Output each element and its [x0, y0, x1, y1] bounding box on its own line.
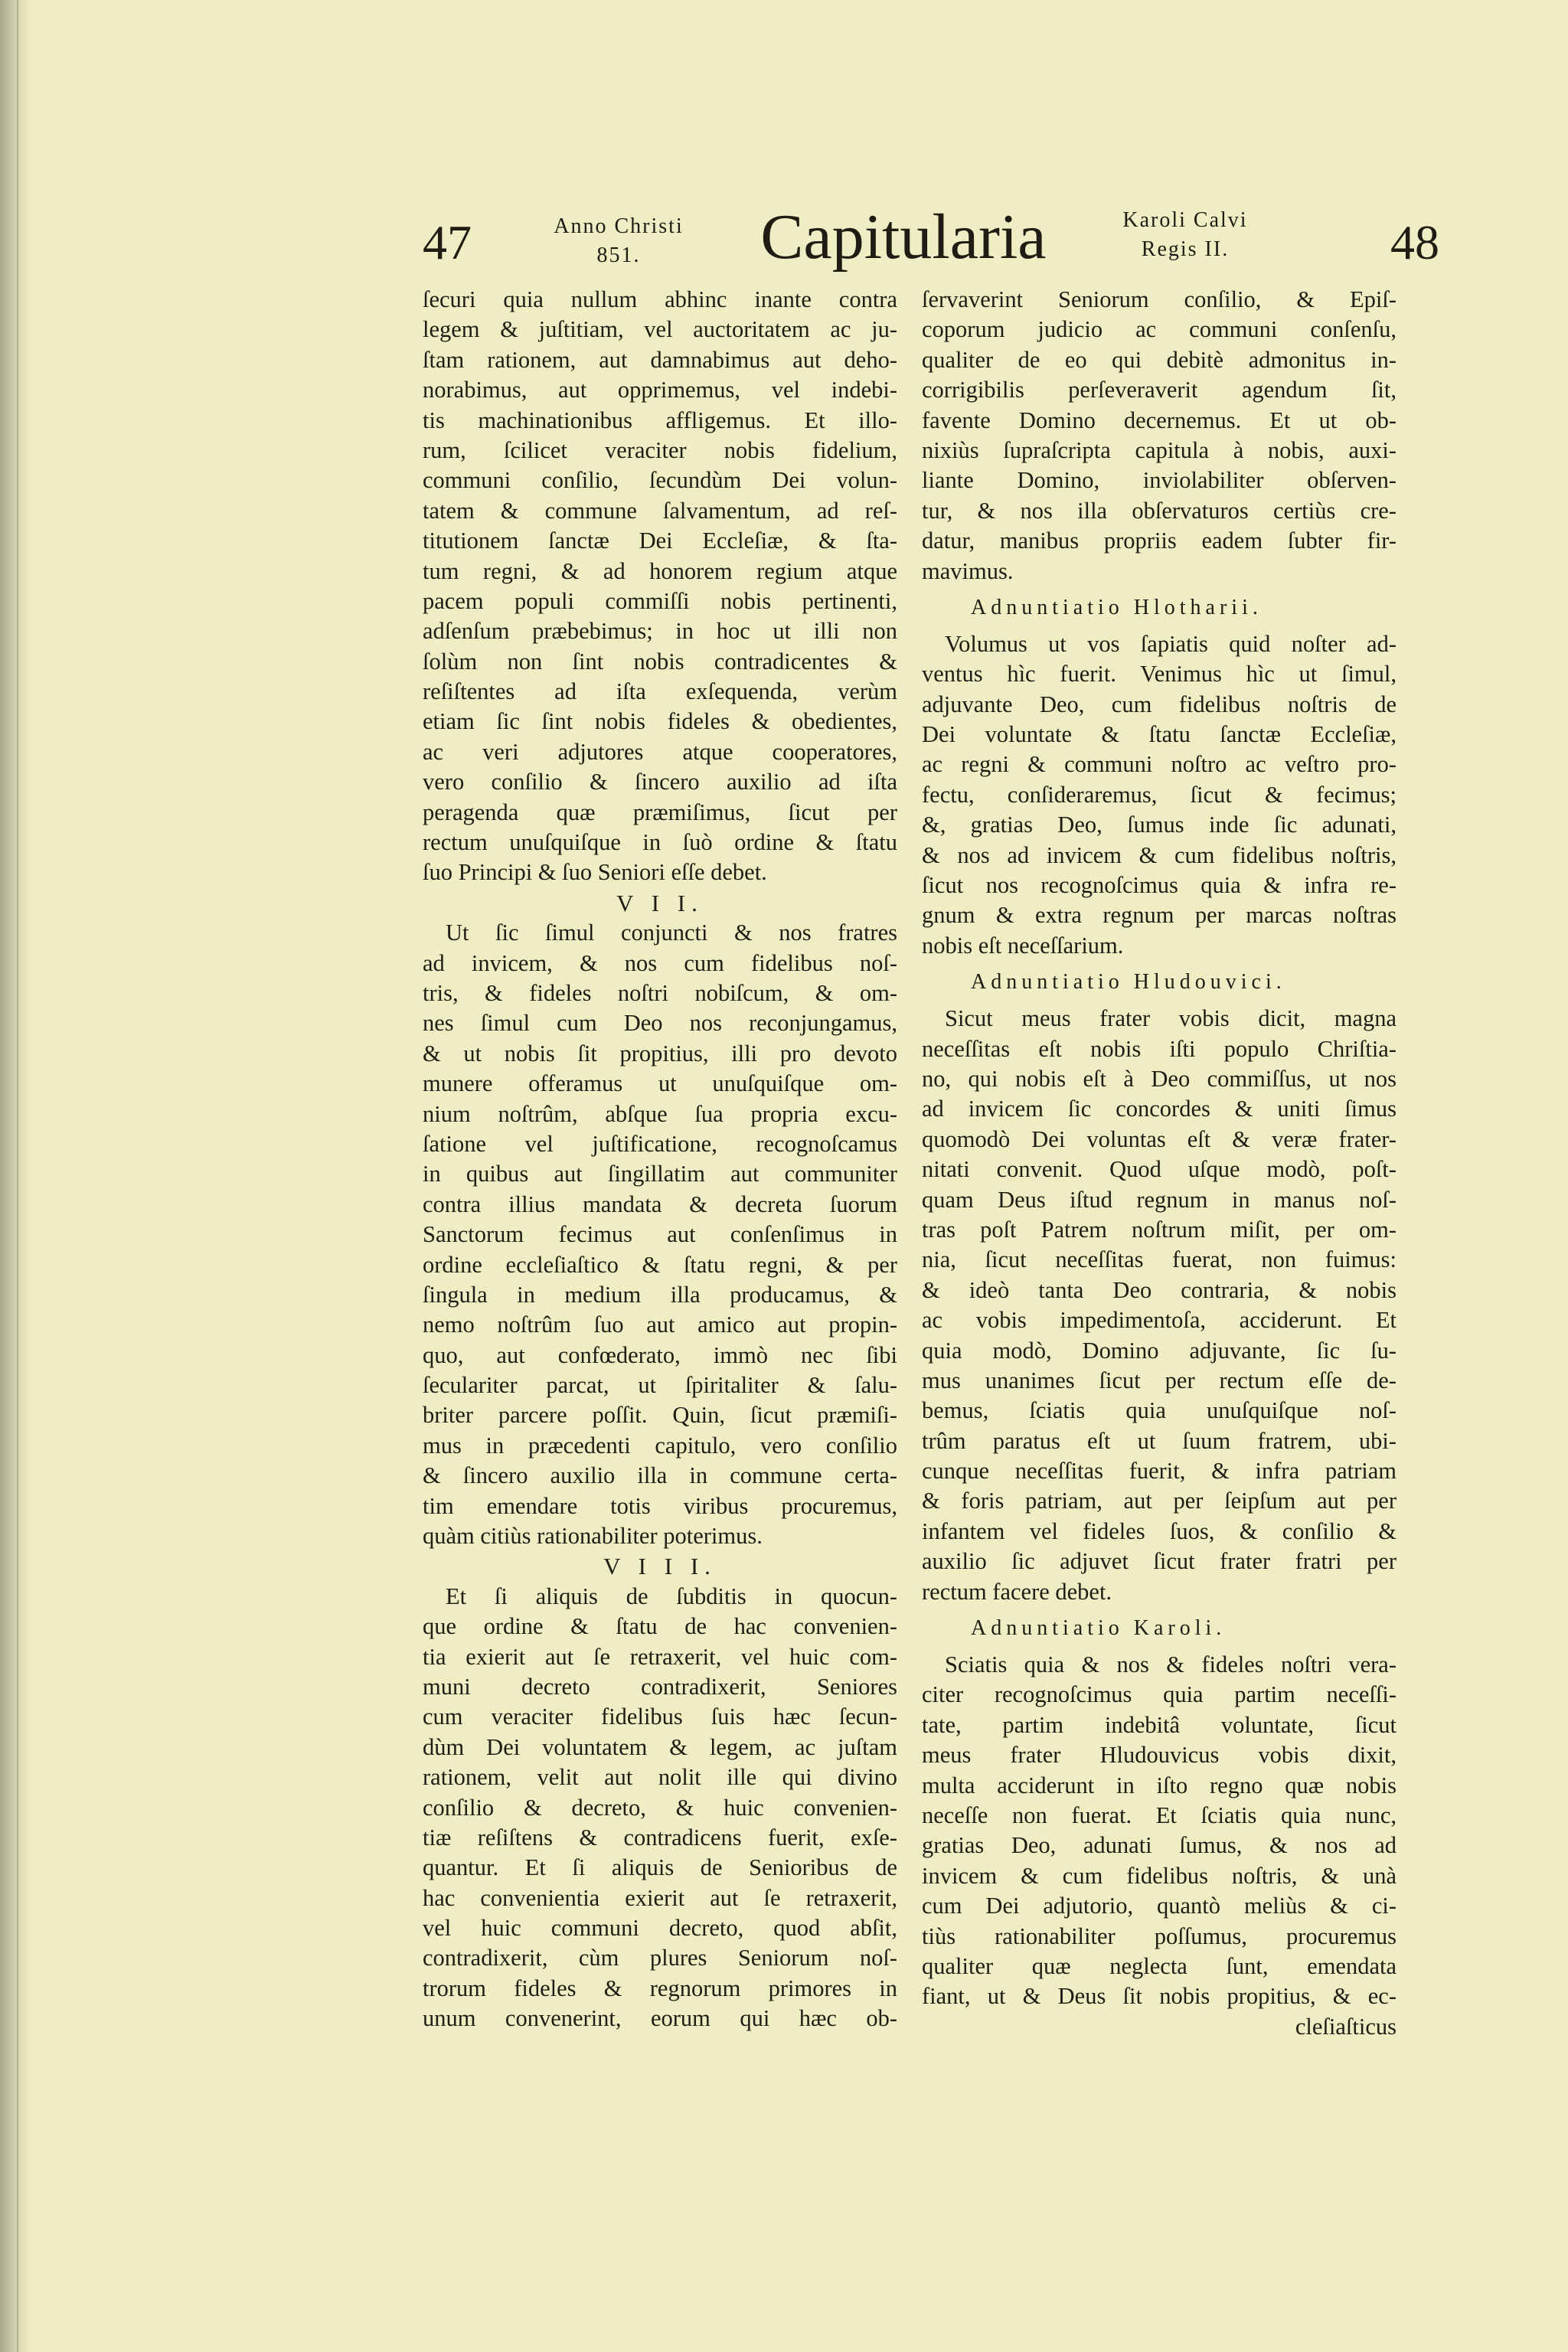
text-line: cum veraciter fidelibus ſuis hæc ſecun-: [423, 1704, 897, 1730]
section-heading-viii: V I I I.: [603, 1553, 717, 1580]
text-line: liante Domino, inviolabiliter obſerven-: [922, 467, 1396, 494]
text-line: fectu, conſideraremus, ſicut & fecimus;: [922, 781, 1396, 808]
text-line: ac veri adjutores atque cooperatores,: [423, 738, 897, 765]
text-line: Sicut meus frater vobis dicit, magna: [945, 1005, 1396, 1032]
text-line: hac convenientia exierit aut ſe retraxerit,: [423, 1884, 897, 1911]
text-line: quomodò Dei voluntas eſt & veræ frater-: [922, 1125, 1396, 1152]
section-heading-vii: V I I.: [616, 889, 704, 916]
text-line: conſilio & decreto, & huic convenien-: [423, 1794, 897, 1821]
text-line: ventus hìc fuerit. Venimus hìc ut ſimul,: [922, 661, 1396, 688]
text-line: trorum fideles & regnorum primores in: [423, 1975, 897, 2001]
text-line: Ut ſic ſimul conjuncti & nos fratres: [446, 920, 897, 946]
text-line: mus in præcedenti capitulo, vero conſilio: [423, 1432, 897, 1459]
text-line: etiam ſic ſint nobis fideles & obedientes,: [423, 708, 897, 735]
text-line: tum regni, & ad honorem regium atque: [423, 557, 897, 584]
text-line: vel huic communi decreto, quod abſit,: [423, 1915, 897, 1942]
heading-adnuntiatio-hludouvici: Adnuntiatio Hludouvici.: [971, 970, 1286, 995]
text-line: in quibus aut ſingillatim aut communiter: [423, 1161, 897, 1187]
text-line: gnum & extra regnum per marcas noſtras: [922, 902, 1396, 929]
text-line: reſiſtentes ad iſta exſequenda, verùm: [423, 678, 897, 705]
text-line: ſicut nos recognoſcimus quia & infra re-: [922, 872, 1396, 899]
text-line: Dei voluntate & ſtatu ſanctæ Eccleſiæ,: [922, 721, 1396, 748]
page-title: Capitularia: [760, 201, 1047, 273]
adnuntiatio-hludouvici-text: [922, 1004, 1396, 1607]
text-line: citer recognoſcimus quia partim neceſſi-: [922, 1681, 1396, 1708]
text-line: vero conſilio & ſincero auxilio ad iſta: [423, 769, 897, 795]
text-line: nemo noſtrûm ſuo aut amico aut propin-: [423, 1312, 897, 1338]
text-line: & ut nobis ſit propitius, illi pro devoto: [423, 1040, 897, 1067]
text-line: trûm paratus eſt ut ſuum fratrem, ubi-: [922, 1427, 1396, 1454]
text-line: communi conſilio, ſecundùm Dei volun-: [423, 467, 897, 494]
text-line: gratias Deo, adunati ſumus, & nos ad: [922, 1832, 1396, 1859]
text-line: ac regni & communi noſtro ac veſtro pro-: [922, 751, 1396, 778]
text-line: & ideò tanta Deo contraria, & nobis: [922, 1276, 1396, 1303]
text-line: nixiùs ſupraſcripta capitula à nobis, auxi-: [922, 436, 1396, 463]
text-line: Sciatis quia & nos & fideles noſtri vera-: [945, 1651, 1396, 1678]
text-line: ad invicem, & nos cum fidelibus noſ-: [423, 949, 897, 976]
text-line: no, qui nobis eſt à Deo commiſſus, ut nos: [922, 1065, 1396, 1092]
text-line: ſeculariter parcat, ut ſpiritaliter & ſalu-: [423, 1372, 897, 1399]
text-line: auxilio ſic adjuvet ſicut frater fratri per: [922, 1548, 1396, 1575]
text-line: tia exierit aut ſe retraxerit, vel huic com-: [423, 1643, 897, 1670]
text-line: quam Deus iſtud regnum in manus noſ-: [922, 1186, 1396, 1213]
text-line: corrigibilis perſeveraverit agendum ſit,: [922, 377, 1396, 403]
section-viii-text: [423, 1582, 897, 2034]
text-line: muni decreto contradixerit, Seniores: [423, 1673, 897, 1700]
catchword: cleſiaſticus: [1295, 2013, 1396, 2040]
text-line: bemus, ſciatis quia unuſquiſque noſ-: [922, 1397, 1396, 1424]
text-line: ac vobis impedimentoſa, acciderunt. Et: [922, 1307, 1396, 1334]
text-line: rectum facere debet.: [922, 1578, 1112, 1605]
text-line: contradixerit, cùm plures Seniorum noſ-: [423, 1945, 897, 1971]
text-line: tras poſt Patrem noſtrum miſit, per om-: [922, 1216, 1396, 1243]
right-text-block: [922, 285, 1396, 586]
text-line: pacem populi commiſſi nobis pertinenti,: [423, 587, 897, 614]
adnuntiatio-hlotharii-text: [922, 629, 1396, 961]
text-line: Volumus ut vos ſapiatis quid noſter ad-: [945, 630, 1396, 657]
text-line: & foris patriam, aut per ſeipſum aut per: [922, 1488, 1396, 1514]
text-line: quia modò, Domino adjuvante, ſic ſu-: [922, 1337, 1396, 1364]
text-line: ſervaverint Seniorum conſilio, & Epiſ-: [922, 286, 1396, 312]
text-line: mavimus.: [922, 557, 1014, 584]
text-line: neceſſitas eſt nobis iſti populo Chriſtia-: [922, 1035, 1396, 1062]
text-line: nium noſtrûm, abſque ſua propria excu-: [423, 1100, 897, 1127]
text-line: ſecuri quia nullum abhinc inante contra: [423, 286, 897, 312]
header-year-label: Anno Christi: [554, 214, 684, 238]
text-line: ad invicem ſic concordes & uniti ſimus: [922, 1096, 1396, 1122]
text-line: adſenſum præbebimus; in hoc ut illi non: [423, 618, 897, 645]
text-line: nes ſimul cum Deo nos reconjungamus,: [423, 1010, 897, 1037]
text-line: mus unanimes ſicut per rectum eſſe de-: [922, 1367, 1396, 1393]
text-line: tis machinationibus affligemus. Et illo-: [423, 407, 897, 433]
text-line: tatem & commune ſalvamentum, ad reſ-: [423, 497, 897, 524]
text-line: tate, partim indebitâ voluntate, ſicut: [922, 1711, 1396, 1738]
text-line: tris, & fideles noſtri nobiſcum, & om-: [423, 979, 897, 1006]
text-line: nitati convenit. Quod uſque modò, poſt-: [922, 1156, 1396, 1183]
text-line: multa acciderunt in iſto regno quæ nobis: [922, 1772, 1396, 1798]
text-line: infantem vel fideles ſuos, & conſilio &: [922, 1517, 1396, 1544]
text-line: & ſincero auxilio illa in commune certa-: [423, 1462, 897, 1489]
section-vii-text: [423, 918, 897, 1551]
text-line: qualiter quæ neglecta ſunt, emendata: [922, 1952, 1396, 1979]
text-line: legem & juſtitiam, vel auctoritatem ac ju-: [423, 316, 897, 343]
text-line: Sanctorum fecimus aut conſenſimus in: [423, 1221, 897, 1248]
text-line: que ordine & ſtatu de hac convenien-: [423, 1613, 897, 1640]
page-binding-edge: [0, 0, 31, 2352]
text-line: nobis eſt neceſſarium.: [922, 932, 1124, 959]
text-line: cunque neceſſitas fuerit, & infra patriam: [922, 1458, 1396, 1485]
right-column: [922, 285, 1396, 2042]
text-line: tur, & nos illa obſervaturos certiùs cre-: [922, 497, 1396, 524]
text-line: datur, manibus propriis eadem ſubter fir-: [922, 528, 1396, 554]
left-page-number: 47: [423, 215, 472, 270]
text-line: munere offeramus ut unuſquiſque om-: [423, 1070, 897, 1097]
text-line: titutionem ſanctæ Dei Eccleſiæ, & ſta-: [423, 528, 897, 554]
text-line: cum Dei adjutorio, quantò meliùs & ci-: [922, 1893, 1396, 1919]
binding-line: [17, 0, 18, 2352]
running-header: [0, 0, 1568, 291]
text-line: ſtam rationem, aut damnabimus aut deho-: [423, 346, 897, 373]
text-line: quo, aut confœderato, immò nec ſibi: [423, 1341, 897, 1368]
text-line: rum, ſcilicet veraciter nobis fidelium,: [423, 436, 897, 463]
adnuntiatio-karoli-text: [922, 1650, 1396, 2012]
text-line: Et ſi aliquis de ſubditis in quocun-: [446, 1583, 897, 1609]
text-line: &, gratias Deo, ſumus inde ſic adunati,: [922, 812, 1396, 838]
text-line: rectum unuſquiſque in ſuò ordine & ſtatu: [423, 829, 897, 856]
text-line: quantur. Et ſi aliquis de Senioribus de: [423, 1854, 897, 1881]
text-line: invicem & cum fidelibus noſtris, & unà: [922, 1862, 1396, 1889]
text-line: & nos ad invicem & cum fidelibus noſtris,: [922, 841, 1396, 868]
text-line: tiùs rationabiliter poſſumus, procuremus: [922, 1922, 1396, 1949]
text-line: tim emendare totis viribus procuremus,: [423, 1492, 897, 1519]
left-text-block: [423, 285, 897, 888]
text-line: tiæ reſiſtens & contradicens fuerit, exſe-: [423, 1824, 897, 1851]
text-line: coporum judicio ac communi conſenſu,: [922, 316, 1396, 343]
text-line: peragenda quæ præmiſimus, ſicut per: [423, 799, 897, 825]
text-line: meus frater Hludouvicus vobis dixit,: [922, 1742, 1396, 1769]
left-column: [423, 285, 897, 2034]
text-line: ſatione vel juſtificatione, recognoſcamus: [423, 1130, 897, 1157]
text-line: dùm Dei voluntatem & legem, ac juſtam: [423, 1733, 897, 1760]
text-line: rationem, velit aut nolit ille qui divino: [423, 1764, 897, 1791]
heading-adnuntiatio-hlotharii: Adnuntiatio Hlotharii.: [971, 595, 1263, 619]
text-line: briter parcere poſſit. Quin, ſicut præmiſi-: [423, 1402, 897, 1429]
text-line: ordine eccleſiaſtico & ſtatu regni, & per: [423, 1251, 897, 1278]
text-line: ſingula in medium illa producamus, &: [423, 1281, 897, 1308]
text-line: adjuvante Deo, cum fidelibus noſtris de: [922, 691, 1396, 717]
text-line: ſolùm non ſint nobis contradicentes &: [423, 648, 897, 675]
header-year: 851.: [596, 243, 641, 267]
text-line: favente Domino decernemus. Et ut ob-: [922, 407, 1396, 433]
text-line: norabimus, aut opprimemus, vel indebi-: [423, 377, 897, 403]
header-reign: Regis II.: [1141, 237, 1230, 261]
text-line: qualiter de eo qui debitè admonitus in-: [922, 346, 1396, 373]
header-king: Karoli Calvi: [1122, 208, 1248, 232]
heading-adnuntiatio-karoli: Adnuntiatio Karoli.: [971, 1616, 1227, 1641]
text-line: contra illius mandata & decreta ſuorum: [423, 1191, 897, 1217]
text-line: unum convenerint, eorum qui hæc ob-: [423, 2005, 897, 2032]
text-line: ſuo Principi & ſuo Seniori eſſe debet.: [423, 859, 767, 886]
text-line: nia, ſicut neceſſitas fuerat, non fuimus:: [922, 1246, 1396, 1273]
right-page-number: 48: [1390, 215, 1439, 270]
text-line: neceſſe non fuerat. Et ſciatis quia nunc,: [922, 1802, 1396, 1828]
text-line: quàm citiùs rationabiliter poterimus.: [423, 1523, 763, 1550]
text-line: fiant, ut & Deus ſit nobis propitius, & ec-: [922, 1983, 1396, 2010]
